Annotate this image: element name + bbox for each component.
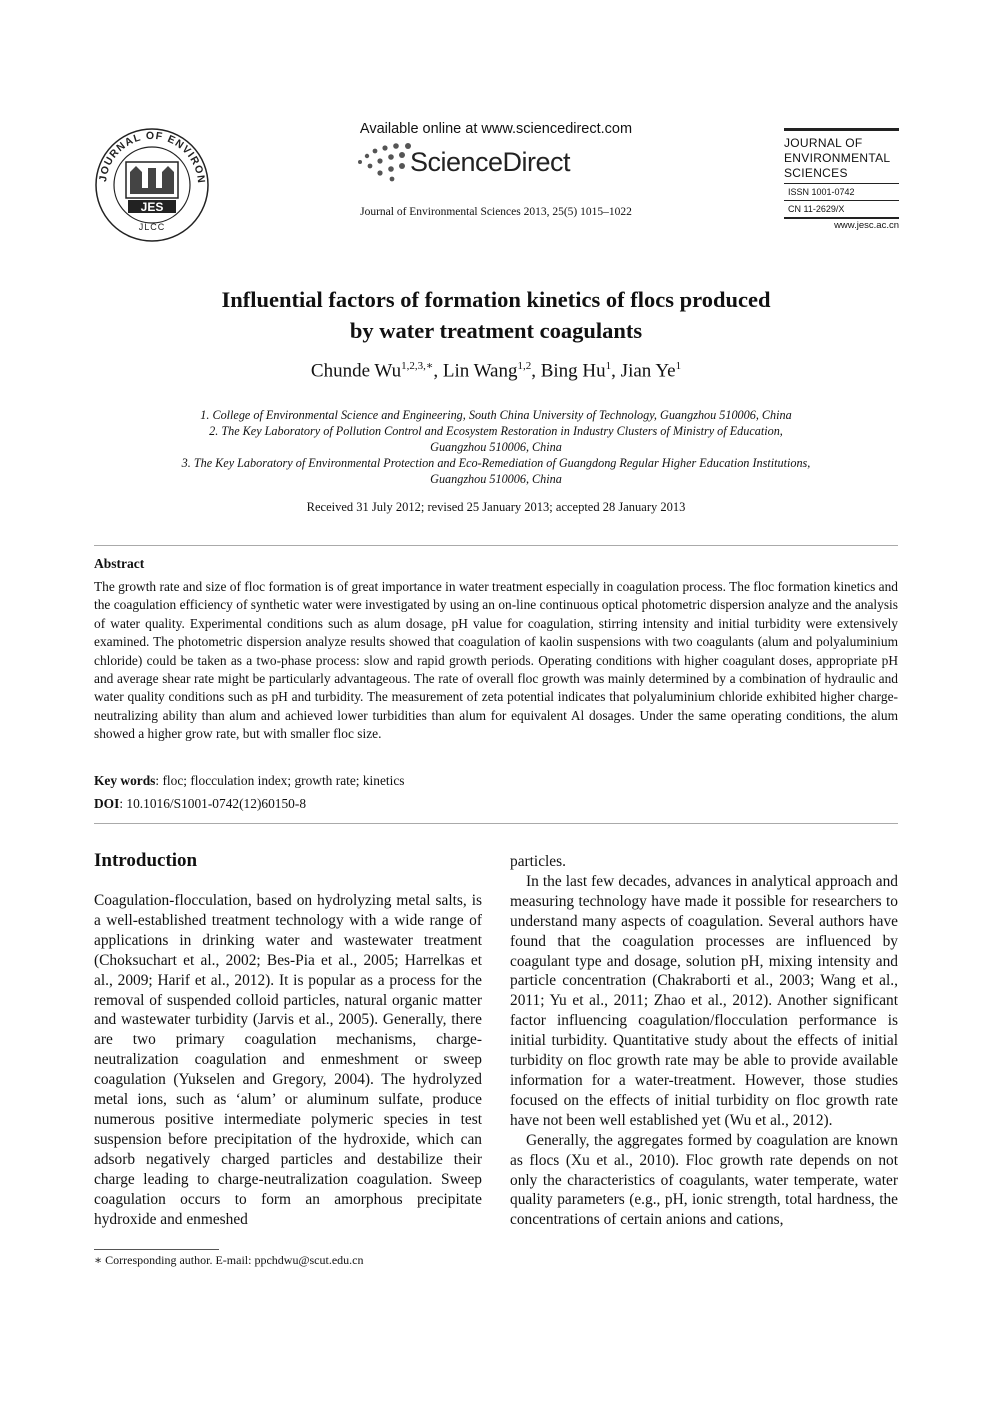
- issn: ISSN 1001-0742: [788, 187, 855, 197]
- author-affil-sup: 1: [605, 360, 612, 372]
- author-affil-sup: 1,2: [517, 360, 532, 372]
- sciencedirect-dots-icon: [356, 142, 418, 182]
- cn-number: CN 11-2629/X: [788, 204, 845, 214]
- keywords-label: Key words: [94, 773, 156, 788]
- footnote-rule: [94, 1249, 219, 1250]
- introduction-heading: Introduction: [94, 850, 198, 871]
- author-sep: ,: [433, 360, 443, 382]
- author-list: [120, 359, 872, 382]
- paragraph: Generally, the aggregates formed by coagulation are known as flocs (Xu et al., 2010). Floc growth rate depends on not only the characteristics of coagulants, water temperate, water quality parameters (e.g., pH, ionic strength, total hardness, the concentrations of certain anions and cations,: [510, 1131, 898, 1229]
- svg-text:JES: JES: [140, 200, 164, 214]
- received-dates: Received 31 July 2012; revised 25 January 2013; accepted 28 January 2013: [306, 500, 686, 514]
- abstract-text: The growth rate and size of floc formation is of great importance in water treatment especially in coagulation process. The floc formation kinetics and the coagulation efficiency of synthetic water were investigated by using an on-line continuous optical photometric dispersion analyze and the analysis of water quality. Experimental conditions such as alum dosage, pH value for coagulation, stirring intensity and initial turbidity were extensively examined. The photometric dispersion analyze results showed that coagulation of kaolin suspensions with two coagulants (alum and polyaluminium chloride) could be taken as a two-phase process: slow and rapid growth periods. Operating conditions with higher coagulant doses, appropriate pH and average shear rate might be particularly advantageous. The rate of overall floc growth was mainly determined by a combination of hydraulic and water quality conditions such as pH and turbidity. The measurement of zeta potential indicates that polyaluminium chloride exhibited higher charge-neutralizing ability than alum and achieved lower turbidities than alum for equivalent Al dosages. Under the same operating conditions, the alum showed a higher grow rate, but with smaller floc size.: [94, 579, 898, 742]
- title-line-2: by water treatment coagulants: [349, 318, 643, 343]
- affiliation-line: Guangzhou 510006, China: [430, 472, 562, 486]
- affiliation-line: 1. College of Environmental Science and Engineering, South China University of Technology, Guangzhou 510006, China: [200, 408, 792, 422]
- svg-text:JLCC: JLCC: [138, 222, 166, 232]
- article-title: [120, 284, 872, 346]
- author-name: Bing Hu: [540, 360, 606, 382]
- author-affil-sup: 1: [675, 360, 682, 372]
- divider: [94, 823, 898, 824]
- paragraph: particles.: [510, 853, 566, 870]
- keywords: [94, 773, 898, 789]
- author-name: Jian Ye: [620, 360, 676, 382]
- sciencedirect-wordmark: ScienceDirect: [410, 147, 571, 177]
- corresponding-author-footnote: ∗ Corresponding author. E-mail: ppchdwu@scut.edu.cn: [94, 1253, 364, 1267]
- journal-citation: Journal of Environmental Sciences 2013, 25(5) 1015–1022: [360, 206, 632, 218]
- jes-seal-logo: [92, 128, 216, 246]
- left-column: [94, 891, 482, 1229]
- journal-info-box: [784, 128, 899, 231]
- svg-text:JOURNAL OF ENVIRONMENTAL SCIEN: JOURNAL OF ENVIRON: [97, 129, 208, 185]
- journal-title-line: ENVIRONMENTAL: [784, 151, 891, 165]
- doi: [94, 796, 898, 812]
- journal-title-line: SCIENCES: [784, 166, 848, 180]
- author-affil-sup: 1,2,3,∗: [401, 360, 434, 372]
- right-column: [510, 852, 898, 1230]
- author-name: Chunde Wu: [310, 360, 402, 382]
- paragraph: In the last few decades, advances in analytical approach and measuring technology have made it possible for researchers to understand many aspects of coagulation. Several authors have found that the coagulation processes are influenced by coagulant type and dosage, solution pH, mixing intensity and particle concentration (Chakraborti et al., 2003; Wang et al., 2011; Yu et al., 2011; Zhao et al., 2012). Another significant factor influencing coagulation/flocculation performance is initial turbidity. Quantitative study about the effects of initial turbidity on floc growth rate may be able to provide available information for a water-treatment. However, those studies focused on the effects of initial turbidity on floc growth rate have not been well established yet (Wu et al., 2012).: [510, 872, 898, 1129]
- keywords-value: : floc; flocculation index; growth rate; kinetics: [155, 773, 405, 788]
- author-sep: ,: [531, 360, 541, 382]
- available-online-text: Available online at www.sciencedirect.com: [359, 121, 633, 137]
- journal-title-line: JOURNAL OF: [784, 136, 863, 150]
- author-sep: ,: [611, 360, 621, 382]
- abstract-heading: Abstract: [94, 556, 145, 571]
- journal-website-link[interactable]: www.jesc.ac.cn: [834, 220, 899, 231]
- sciencedirect-logo: [354, 140, 594, 184]
- author-name: Lin Wang: [442, 360, 518, 382]
- paragraph: Coagulation-flocculation, based on hydrolyzing metal salts, is a well-established treatment technology with a wide range of applications in drinking water and wastewater treatment (Choksuchart et al., 2002; Bes-Pia et al., 2005; Harrelkas et al., 2009; Harif et al., 2012). It is popular as a process for the removal of suspended colloid particles, natural organic matter and wastewater turbidity (Jarvis et al., 2005). Generally, there are two primary coagulation mechanisms, charge-neutralization coagulation and enmeshment or sweep coagulation (Yukselen and Gregory, 2004). The hydrolyzed metal ions, such as ‘alum’ or aluminum sulfate, produce numerous positive intermediate polymeric species in test suspension before precipitation of the hydroxide, which can adsorb negatively charged particles and destabilize their charge leading to charge-neutralization coagulation. Sweep coagulation occurs to form an amorphous precipitate hydroxide and enmeshed: [94, 892, 482, 1228]
- doi-value[interactable]: : 10.1016/S1001-0742(12)60150-8: [119, 796, 307, 811]
- title-line-1: Influential factors of formation kinetics of flocs produced: [221, 287, 771, 312]
- affiliation-line: Guangzhou 510006, China: [430, 440, 562, 454]
- affiliations: [120, 407, 872, 487]
- doi-label: DOI: [94, 796, 120, 811]
- divider: [94, 545, 898, 546]
- affiliation-line: 2. The Key Laboratory of Pollution Control and Ecosystem Restoration in Industry Clusters of Ministry of Education,: [209, 424, 783, 438]
- affiliation-line: 3. The Key Laboratory of Environmental Protection and Eco-Remediation of Guangdong Regular Higher Education Institutions,: [181, 456, 811, 470]
